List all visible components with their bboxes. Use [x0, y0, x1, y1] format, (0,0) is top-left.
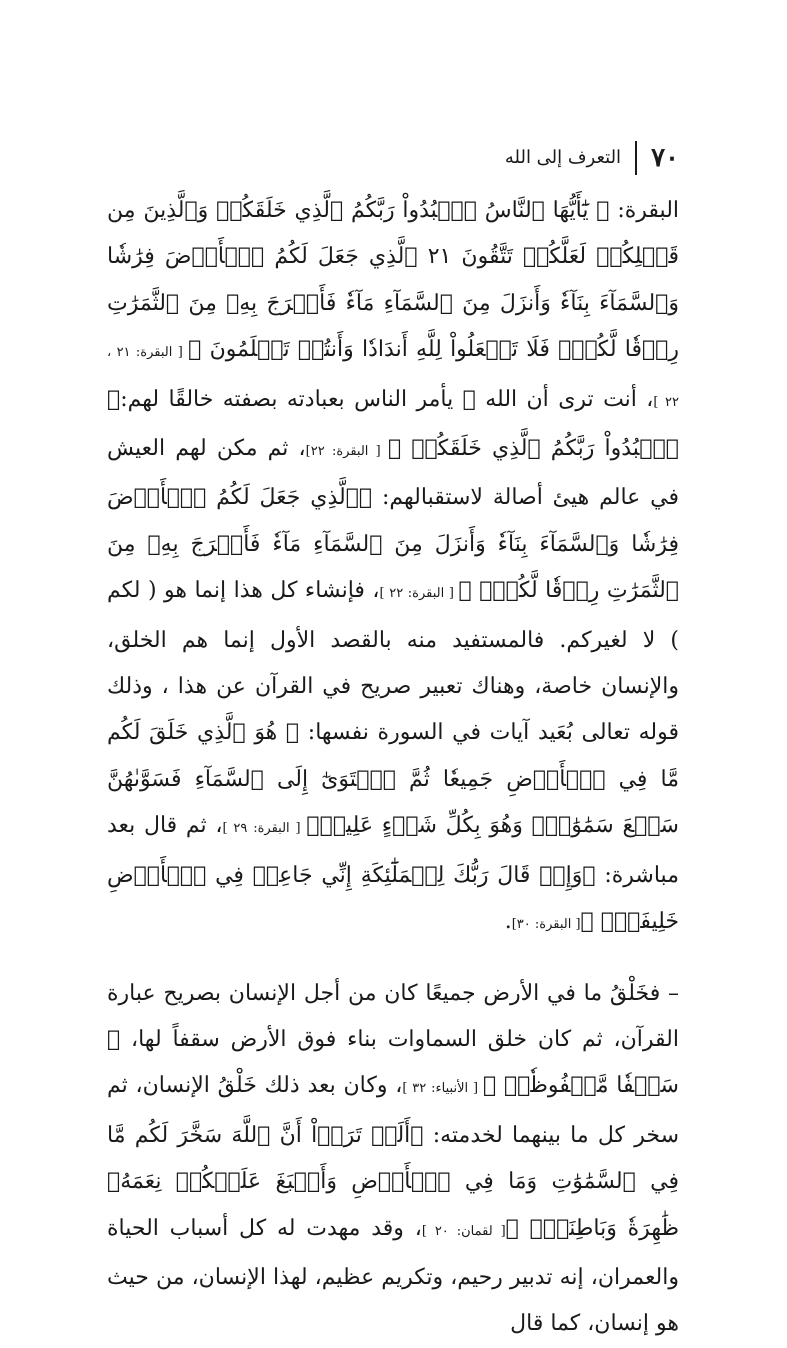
text-segment: .	[504, 909, 512, 935]
text-segment: – فخَلْقُ ما في الأرض جميعًا كان من أجل الإنسان بصريح عبارة القرآن، ثم كان خلق السماوات بناء فوق الأرض سقفاً لها،	[107, 980, 679, 1052]
running-title: التعرف إلى الله	[504, 147, 622, 168]
verse-reference: [ البقرة: ٢٢]	[305, 444, 388, 460]
text-segment: ، وقد مهدت له كل أسباب الحياة والعمران، إنه تدبير رحيم، وتكريم عظيم، لهذا الإنسان، من حيث هو إنسان، كما قال	[107, 1215, 679, 1337]
text-segment: ، وكان بعد ذلك خَلْقُ الإنسان، ثم سخر كل ما بينهما لخدمته:	[107, 1073, 680, 1148]
quran-verse: ﴿ٱلَّذِي جَعَلَ لَكُمُ ٱلۡأَرۡضَ فِرَٰشٗا وَٱلسَّمَآءَ بِنَآءٗ وَأَنزَلَ مِنَ ٱلسَّمَآءِ مَآءٗ فَأَخۡرَجَ بِهِۦ مِنَ ٱلثَّمَرَٰتِ رِزۡقٗا لَّكُمۡۖ ﴾	[107, 485, 679, 604]
verse-reference: [ البقرة: ٢١ ، ٢٢ ]	[107, 345, 679, 410]
text-segment: ، فإنشاء كل هذا إنما هو ( لكم ) لا لغيركم. فالمستفيد منه بالقصد الأول إنما هم الخلق، والإنسان خاصة، وهناك تعبير صريح في القرآن عن هذا ، وذلك قوله تعالى بُعَيد آيات في السورة نفسها:	[107, 578, 680, 746]
text-segment: ، ثم قال بعد مباشرة:	[107, 813, 679, 888]
text-segment: ، ثم مكن لهم العيش في عالم هيئ أصالة لاستقبالهم:	[107, 436, 679, 511]
text-segment: البقرة:	[609, 198, 680, 223]
verse-reference: [ البقرة: ٣٠]	[511, 917, 581, 933]
header-divider	[635, 141, 637, 175]
quran-verse: ﴿وَإِذۡ قَالَ رَبُّكَ لِلۡمَلَٰٓئِكَةِ إِنِّي جَاعِلٞ فِي ٱلۡأَرۡضِ خَلِيفَةٗۖ ﴾	[107, 862, 679, 935]
quran-verse: ﴿ ٱعۡبُدُواْ رَبَّكُمُ ٱلَّذِي خَلَقَكُمۡ ﴾	[107, 386, 680, 462]
quran-verse: ﴿ هُوَ ٱلَّذِي خَلَقَ لَكُم مَّا فِي ٱلۡأَرۡضِ جَمِيعٗا ثُمَّ ٱسۡتَوَىٰٓ إِلَى ٱلسَّمَآءِ فَسَوَّىٰهُنَّ سَبۡعَ سَمَٰوَٰتٖۚ وَهُوَ بِكُلِّ شَيۡءٍ عَلِيمٞ﴾	[107, 720, 679, 839]
verse-reference: [ البقرة: ٢٢ ]	[379, 586, 459, 602]
text-segment: ، أنت ترى أن الله ﷻ يأمر الناس بعبادته بصفته خالقًا لهم:	[120, 386, 654, 412]
verse-reference: [ لقمان: ٢٠ ]	[421, 1223, 506, 1239]
page-number: ٧٠	[651, 143, 679, 173]
quran-verse: ﴿ يَٰٓأَيُّهَا ٱلنَّاسُ ٱعۡبُدُواْ رَبَّكُمُ ٱلَّذِي خَلَقَكُمۡ وَٱلَّذِينَ مِن قَبۡلِكُمۡ لَعَلَّكُمۡ تَتَّقُونَ ٢١ ٱلَّذِي جَعَلَ لَكُمُ ٱلۡأَرۡضَ فِرَٰشٗا وَٱلسَّمَآءَ بِنَآءٗ وَأَنزَلَ مِنَ ٱلسَّمَآءِ مَآءٗ فَأَخۡرَجَ بِهِۦ مِنَ ٱلثَّمَرَٰتِ رِزۡقٗا لَّكُمۡۖ فَلَا تَجۡعَلُواْ لِلَّهِ أَندَادٗا وَأَنتُمۡ تَعۡلَمُونَ ﴾	[107, 198, 680, 363]
paragraph-1	[107, 188, 679, 949]
quran-verse: ﴿ سَقۡفٗا مَّحۡفُوظٗاۖ ﴾	[107, 1026, 679, 1099]
paragraph-2	[107, 971, 679, 1348]
verse-reference: [ البقرة: ٢٩ ]	[222, 821, 307, 837]
page-body	[107, 188, 679, 1348]
page-header	[108, 138, 679, 178]
verse-reference: [ الأنبياء: ٣٢ ]	[402, 1081, 483, 1097]
quran-verse: ﴿أَلَمۡ تَرَوۡاْ أَنَّ ٱللَّهَ سَخَّرَ لَكُم مَّا فِي ٱلسَّمَٰوَٰتِ وَمَا فِي ٱلۡأَرۡضِ وَأَسۡبَغَ عَلَيۡكُمۡ نِعَمَهُۥ ظَٰهِرَةٗ وَبَاطِنَةٗۗ ﴾	[107, 1122, 679, 1241]
